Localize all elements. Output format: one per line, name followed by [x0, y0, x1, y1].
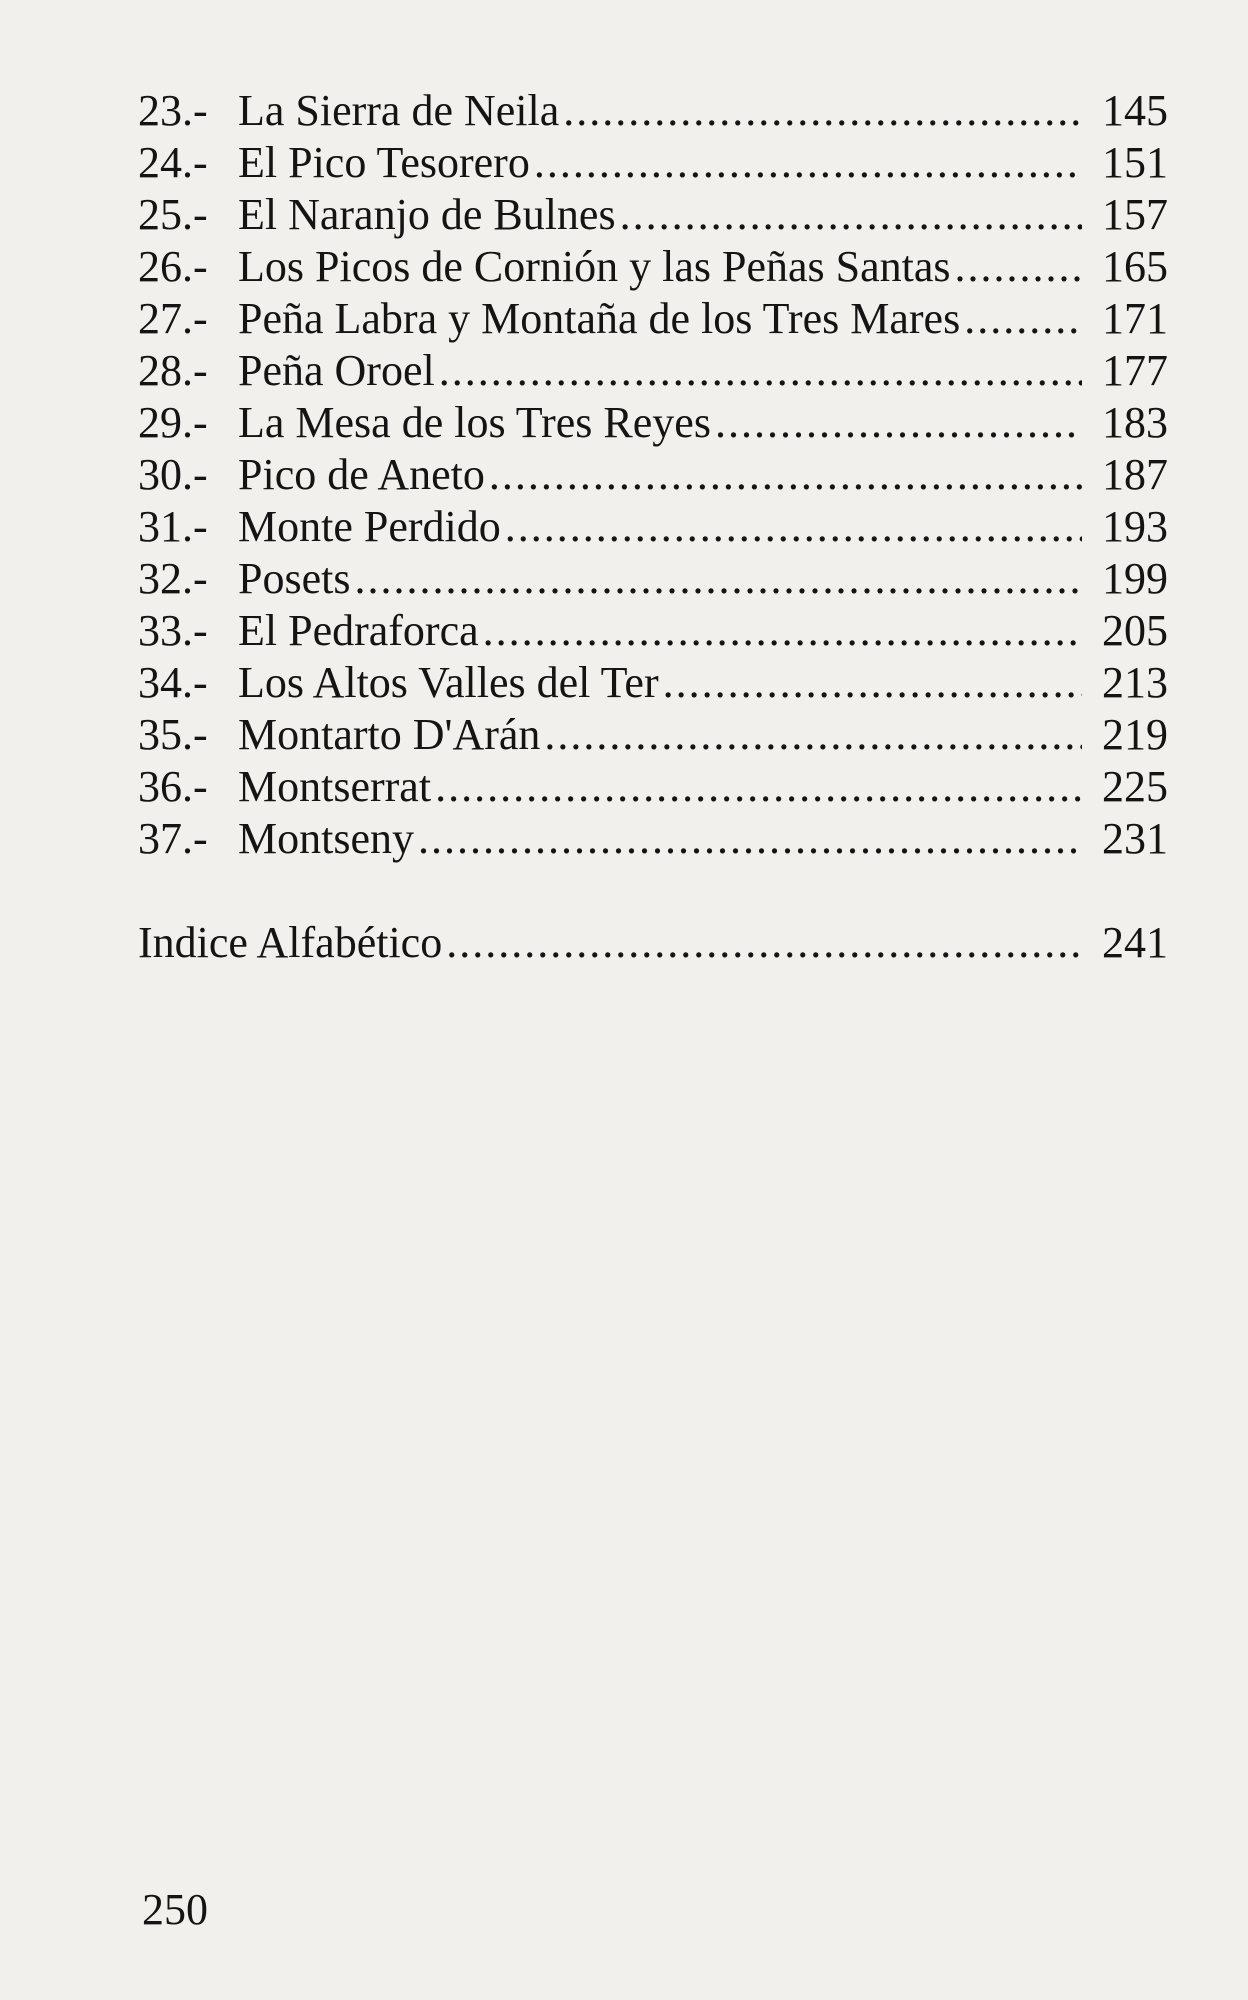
entry-title: El Naranjo de Bulnes: [238, 190, 616, 239]
dot-leader: [955, 241, 1082, 293]
entry-title: Los Picos de Cornión y las Peñas Santas: [238, 242, 951, 291]
toc-entry: [138, 605, 1168, 657]
dot-leader: [534, 137, 1082, 189]
toc-entry: [138, 761, 1168, 813]
toc-entry: [138, 449, 1168, 501]
dot-leader: [439, 345, 1082, 397]
entry-title: La Sierra de Neila: [238, 86, 560, 135]
entry-title: Pico de Aneto: [238, 450, 485, 499]
entry-title: Peña Labra y Montaña de los Tres Mares: [238, 294, 961, 343]
entry-page: 231: [1102, 814, 1168, 863]
entry-title: Los Altos Valles del Ter: [238, 658, 659, 707]
entry-page: 177: [1102, 346, 1168, 395]
entry-title: Montserrat: [238, 762, 432, 811]
dot-leader: [446, 917, 1082, 969]
dot-leader: [715, 397, 1082, 449]
entry-number: 23.-: [138, 86, 208, 135]
page-number: 250: [142, 1885, 208, 1934]
entry-title: El Pedraforca: [238, 606, 479, 655]
entry-number: 34.-: [138, 658, 208, 707]
dot-leader: [964, 293, 1082, 345]
index-title: Indice Alfabético: [138, 918, 443, 967]
entry-number: 24.-: [138, 138, 208, 187]
entry-page: 187: [1102, 450, 1168, 499]
entry-page: 199: [1102, 554, 1168, 603]
toc-entry: [138, 397, 1168, 449]
dot-leader: [435, 761, 1082, 813]
entry-number: 26.-: [138, 242, 208, 291]
dot-leader: [544, 709, 1082, 761]
dot-leader: [418, 813, 1082, 865]
entry-number: 33.-: [138, 606, 208, 655]
dot-leader: [620, 189, 1082, 241]
toc-entry: [138, 137, 1168, 189]
toc-entry: [138, 85, 1168, 137]
toc-entry: [138, 293, 1168, 345]
entry-page: 213: [1102, 658, 1168, 707]
entry-number: 36.-: [138, 762, 208, 811]
entry-number: 27.-: [138, 294, 208, 343]
entry-page: 151: [1102, 138, 1168, 187]
entry-title: El Pico Tesorero: [238, 138, 530, 187]
dot-leader: [483, 605, 1082, 657]
entry-title: Monte Perdido: [238, 502, 501, 551]
section-gap: [138, 865, 1168, 917]
entry-title: La Mesa de los Tres Reyes: [238, 398, 711, 447]
entry-page: 219: [1102, 710, 1168, 759]
entry-title: Posets: [238, 554, 351, 603]
entry-number: 31.-: [138, 502, 208, 551]
toc-entry: [138, 813, 1168, 865]
toc-entry: [138, 241, 1168, 293]
dot-leader: [663, 657, 1082, 709]
entry-number: 32.-: [138, 554, 208, 603]
dot-leader: [489, 449, 1082, 501]
entry-title: Montseny: [238, 814, 414, 863]
toc-entry: [138, 553, 1168, 605]
entry-page: 205: [1102, 606, 1168, 655]
entry-number: 25.-: [138, 190, 208, 239]
table-of-contents: [138, 85, 1168, 969]
toc-entry: [138, 501, 1168, 553]
toc-entry: [138, 657, 1168, 709]
toc-entry: [138, 345, 1168, 397]
entry-number: 37.-: [138, 814, 208, 863]
dot-leader: [505, 501, 1082, 553]
toc-entry: [138, 189, 1168, 241]
toc-index-entry: [138, 917, 1168, 969]
dot-leader: [354, 553, 1082, 605]
entry-title: Montarto D'Arán: [238, 710, 541, 759]
entry-number: 28.-: [138, 346, 208, 395]
entry-number: 30.-: [138, 450, 208, 499]
entry-number: 35.-: [138, 710, 208, 759]
entry-page: 183: [1102, 398, 1168, 447]
dot-leader: [563, 85, 1082, 137]
entry-page: 165: [1102, 242, 1168, 291]
index-page: 241: [1102, 918, 1168, 967]
entry-page: 193: [1102, 502, 1168, 551]
entry-page: 171: [1102, 294, 1168, 343]
entry-page: 225: [1102, 762, 1168, 811]
entry-page: 157: [1102, 190, 1168, 239]
toc-entry: [138, 709, 1168, 761]
entry-number: 29.-: [138, 398, 208, 447]
entry-title: Peña Oroel: [238, 346, 435, 395]
entry-page: 145: [1102, 86, 1168, 135]
